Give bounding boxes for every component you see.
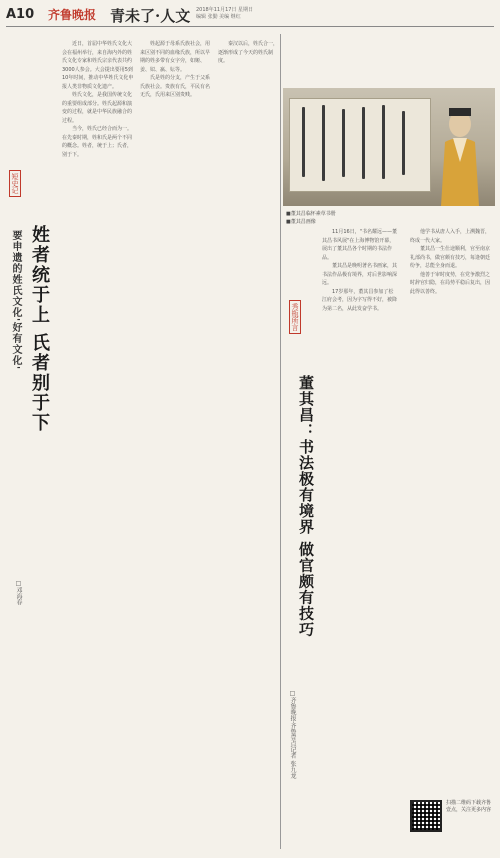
column-label: 短史记 — [9, 170, 21, 197]
right-article-title: 董其昌：书法极有境界 做官颇有技巧 — [297, 375, 315, 638]
calligraphy-scroll — [289, 98, 431, 192]
page-number: A10 — [6, 7, 35, 22]
column-divider — [280, 34, 281, 849]
left-column-label — [6, 170, 25, 197]
paragraph: 姓氏文化，是我国传统文化的重要组成部分。姓氏起源和演变的过程，就是中华民族融合的过程。 — [62, 92, 133, 124]
paragraph: 当今，姓氏已经合而为一。在先秦时期，姓和氏是两个不同的概念。姓者，统于上；氏者，别于下。 — [62, 126, 133, 158]
paragraph: 他善于审时度势，在党争激烈之时辞官归隐，在局势平稳后复出，因此得以善终。 — [410, 271, 491, 295]
right-column-label — [286, 300, 305, 334]
portrait-figure — [435, 102, 485, 206]
left-article-author: □邓海春 — [15, 580, 22, 605]
paragraph: 秦汉以后，姓氏合一，逐渐形成了今天的姓氏制度。 — [218, 41, 278, 64]
photo-caption-2: ■董其昌画像 — [286, 219, 316, 225]
paragraph: 17岁那年，董其昌参加了松江府会考，因为字写得不好，被降为第二名，从此发奋学书。 — [322, 288, 398, 312]
paragraph: 姓起源于母系氏族社会，用来区别不同的血缘氏族，所以早期的姓多带有女字旁，如姬、姜、姒、嬴、妘等。 — [140, 41, 211, 73]
paper-logo: 齐鲁晚报 — [48, 8, 97, 22]
column-label: 秀瓶所言 — [289, 300, 301, 334]
editor-line: 编辑 张勤 美编 继红 — [196, 14, 241, 20]
date-line: 2018年11月17日 星期日 — [196, 7, 254, 13]
photo-caption-1: ■董其昌临怀素草书册 — [286, 211, 336, 217]
left-article-subtitle: 要申遗的姓氏文化'好有文化' — [10, 230, 21, 371]
article-photo — [283, 88, 495, 206]
section-title: 青未了·人文 — [110, 7, 191, 25]
left-article-title: 姓者统于上 氏者别于下 — [29, 225, 50, 434]
right-article-author: □齐鲁晚报·齐鲁壹点记者 张九龙 — [289, 690, 296, 779]
left-body-col-3 — [218, 40, 278, 845]
right-body-col-1 — [322, 228, 398, 848]
paragraph: 11月16日，"书名耀远——董其昌书风展"在上海博物馆开幕，展出了董其昌各个时期的书法作品。 — [322, 229, 398, 261]
left-body-col-2 — [140, 40, 212, 845]
left-body-col-1 — [62, 40, 134, 845]
page-header — [6, 4, 494, 27]
paragraph: 近日，首届中华姓氏文化大会在福州举行，来自海内外的姓氏文化专家和姓氏宗亲代表共约3000人参会。大会提出要用5到10年时间，推动中华姓氏文化申报人类非物质文化遗产。 — [62, 41, 134, 90]
paragraph: 董其昌是晚明著名书画家，其书法作品极有境界，对后世影响深远。 — [322, 263, 398, 286]
paragraph: 他学书从唐人入手，上溯魏晋，终成一代大家。 — [410, 229, 491, 244]
header-meta — [196, 7, 253, 21]
qr-code[interactable] — [410, 800, 442, 832]
qr-hint: 扫描二维码下载齐鲁壹点，关注更多内容 — [446, 800, 492, 813]
right-body-col-2 — [410, 228, 492, 793]
paragraph: 氏是姓的分支，产生于父系氏族社会。贵族有氏，平民有名无氏，氏用来区别贵贱。 — [140, 75, 211, 98]
paragraph: 董其昌一生仕途顺利，官至南京礼部尚书，做官颇有技巧，每逢朝廷纷争，总能全身而退。 — [410, 246, 491, 269]
